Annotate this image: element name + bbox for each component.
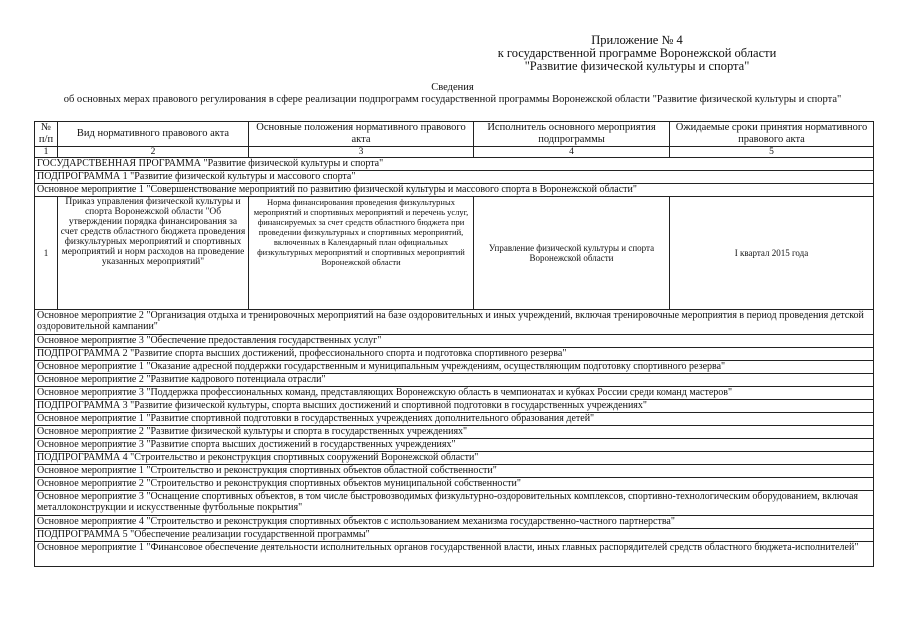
subprogram-row: ПОДПРОГРАММА 3 "Развитие физической культуры, спорта высших достижений и спортивной подготовки в государственных учреждениях"	[35, 400, 874, 413]
header-executor: Исполнитель основного мероприятия подпрограммы	[474, 122, 670, 147]
measure-row: Основное мероприятие 3 "Оснащение спортивных объектов, в том числе быстровозводимых физкультурно-оздоровительных комплексов, спортивно-технологическим оборудованием, включая металлоконструкции и искусственные футбольные покрытия"	[35, 491, 874, 516]
table-row	[35, 491, 874, 516]
table-row	[35, 516, 874, 529]
column-number: 1	[35, 147, 58, 158]
table-row	[35, 158, 874, 171]
measure-row: Основное мероприятие 1 "Финансовое обеспечение деятельности исполнительных органов государственной власти, иных главных распорядителей средств областного бюджета-исполнителей"	[35, 542, 874, 567]
table-row	[35, 542, 874, 567]
measure-row: Основное мероприятие 2 "Строительство и реконструкция спортивных объектов муниципальной собственности"	[35, 478, 874, 491]
measure-row: Основное мероприятие 4 "Строительство и реконструкция спортивных объектов с использованием механизма государственно-частного партнерства"	[35, 516, 874, 529]
detail-deadline: I квартал 2015 года	[670, 197, 874, 310]
table-row	[35, 387, 874, 400]
table-row	[35, 335, 874, 348]
table-row	[35, 426, 874, 439]
subprogram-row: ПОДПРОГРАММА 5 "Обеспечение реализации государственной программы"	[35, 529, 874, 542]
table-row	[35, 348, 874, 361]
measure-row: Основное мероприятие 3 "Развитие спорта высших достижений в государственных учреждениях"	[35, 439, 874, 452]
appendix-number: Приложение № 4	[591, 33, 683, 47]
legal-measures-table	[34, 121, 874, 567]
table-row	[35, 361, 874, 374]
measure-row: Основное мероприятие 3 "Обеспечение предоставления государственных услуг"	[35, 335, 874, 348]
table-row	[35, 529, 874, 542]
table-row	[35, 465, 874, 478]
header-act-type: Вид нормативного правового акта	[58, 122, 249, 147]
column-number: 5	[670, 147, 874, 158]
table-row	[35, 439, 874, 452]
document-subtitle: об основных мерах правового регулирования в сфере реализации подпрограмм государственной программы Воронежской области "Развитие физической культуры и спорта"	[63, 94, 842, 105]
subprogram-row: ПОДПРОГРАММА 2 "Развитие спорта высших достижений, профессионального спорта и подготовка спортивного резерва"	[35, 348, 874, 361]
detail-act-type: Приказ управления физической культуры и спорта Воронежской области "Об утверждении порядка финансирования за счет средств областного бюджета проведения физкультурных мероприятий и спортивных мероприятий и норм расходов на проведение указанных мероприятий"	[58, 197, 249, 310]
header-number: № п/п	[35, 122, 58, 147]
measure-row: Основное мероприятие 2 "Развитие физической культуры и спорта в государственных учреждениях"	[35, 426, 874, 439]
state-program-row: ГОСУДАРСТВЕННАЯ ПРОГРАММА "Развитие физической культуры и спорта"	[35, 158, 874, 171]
appendix-reference: к государственной программе Воронежской области	[497, 46, 777, 60]
detail-number: 1	[35, 197, 58, 310]
detail-executor: Управление физической культуры и спорта Воронежской области	[474, 197, 670, 310]
table-row	[35, 184, 874, 197]
measure-row: Основное мероприятие 1 "Развитие спортивной подготовки в государственных учреждениях дополнительного образования детей"	[35, 413, 874, 426]
column-number: 3	[249, 147, 474, 158]
column-number: 2	[58, 147, 249, 158]
table-row	[35, 374, 874, 387]
table-row	[35, 400, 874, 413]
header-deadline: Ожидаемые сроки принятия нормативного правового акта	[670, 122, 874, 147]
detail-provisions: Норма финансирования проведения физкультурных мероприятий и спортивных мероприятий и перечень услуг, финансируемых за счет средств областного бюджета при проведении физкультурных и спортивных мероприятий, включенных в Календарный план официальных физкультурных мероприятий и спортивных мероприятий Воронежской области	[249, 197, 474, 310]
appendix-block	[457, 34, 817, 73]
measure-row: Основное мероприятие 1 "Совершенствование мероприятий по развитию физической культуры и массового спорта в Воронежской области"	[35, 184, 874, 197]
detail-row	[35, 197, 874, 310]
column-number-row	[35, 147, 874, 158]
measure-row: Основное мероприятие 2 "Развитие кадрового потенциала отрасли"	[35, 374, 874, 387]
table-row	[35, 171, 874, 184]
measure-row: Основное мероприятие 2 "Организация отдыха и тренировочных мероприятий на базе оздоровительных и иных учреждений, включая тренировочные мероприятия в период проведения детской оздоровительной кампании"	[35, 310, 874, 335]
document-title: Сведения	[431, 82, 474, 93]
subprogram-row: ПОДПРОГРАММА 4 "Строительство и реконструкция спортивных сооружений Воронежской области"	[35, 452, 874, 465]
table-header-row	[35, 122, 874, 147]
appendix-program-name: "Развитие физической культуры и спорта"	[524, 59, 750, 73]
table-row	[35, 452, 874, 465]
column-number: 4	[474, 147, 670, 158]
table-row	[35, 478, 874, 491]
table-row	[35, 310, 874, 335]
measure-row: Основное мероприятие 1 "Оказание адресной поддержки государственным и муниципальным учреждениям, осуществляющим подготовку спортивного резерва"	[35, 361, 874, 374]
measure-row: Основное мероприятие 3 "Поддержка профессиональных команд, представляющих Воронежскую область в чемпионатах и кубках России среди команд мастеров"	[35, 387, 874, 400]
header-provisions: Основные положения нормативного правового акта	[249, 122, 474, 147]
subprogram-row: ПОДПРОГРАММА 1 "Развитие физической культуры и массового спорта"	[35, 171, 874, 184]
measure-row: Основное мероприятие 1 "Строительство и реконструкция спортивных объектов областной собственности"	[35, 465, 874, 478]
table-row	[35, 413, 874, 426]
